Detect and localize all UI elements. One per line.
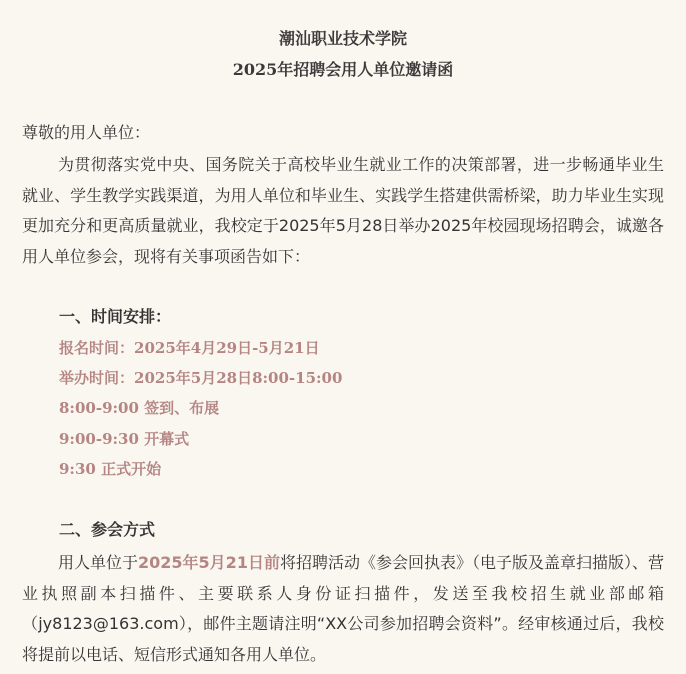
- method-text-after: 将招聘活动《参会回执表》（电子版及盖章扫描版）、营业执照副本扫描件、主要联系人身份证扫描件，发送至我校招生就业部邮箱（jy8123@163.com），邮件主题请注明“XX公司参加招聘会资料”。经审核通过后，我校将提前以电话、短信形式通知各用人单位。: [22, 553, 664, 664]
- event-label: 举办时间：: [59, 369, 135, 387]
- method-paragraph: [22, 548, 664, 670]
- event-time: [59, 368, 342, 388]
- salutation: 尊敬的用人单位：: [22, 123, 151, 142]
- event-value: 2025年5月28日8:00-15:00: [134, 369, 343, 387]
- schedule-item-start: 9:30 正式开始: [59, 460, 162, 478]
- section-time-heading: 一、时间安排：: [59, 307, 172, 326]
- schedule-item-opening: 9:00-9:30 开幕式: [59, 430, 190, 448]
- method-text-before: 用人单位于: [58, 553, 139, 572]
- registration-value: 2025年4月29日-5月21日: [134, 339, 320, 357]
- schedule-item-checkin: 8:00-9:00 签到、布展: [59, 399, 220, 417]
- intro-paragraph: 为贯彻落实党中央、国务院关于高校毕业生就业工作的决策部署，进一步畅通毕业生就业、学生教学实践渠道，为用人单位和毕业生、实践学生搭建供需桥梁，助力毕业生实现更加充分和更高质量就业，我校定于2025年5月28日举办2025年校园现场招聘会，诚邀各用人单位参会，现将有关事项函告如下：: [22, 155, 664, 266]
- section-method-heading: 二、参会方式: [59, 520, 156, 539]
- registration-time: [59, 338, 320, 358]
- letter-title: 2025年招聘会用人单位邀请函: [232, 60, 454, 79]
- deadline-highlight: 2025年5月21日前: [138, 553, 280, 572]
- school-title: 潮汕职业技术学院: [278, 29, 407, 48]
- registration-label: 报名时间：: [59, 339, 135, 357]
